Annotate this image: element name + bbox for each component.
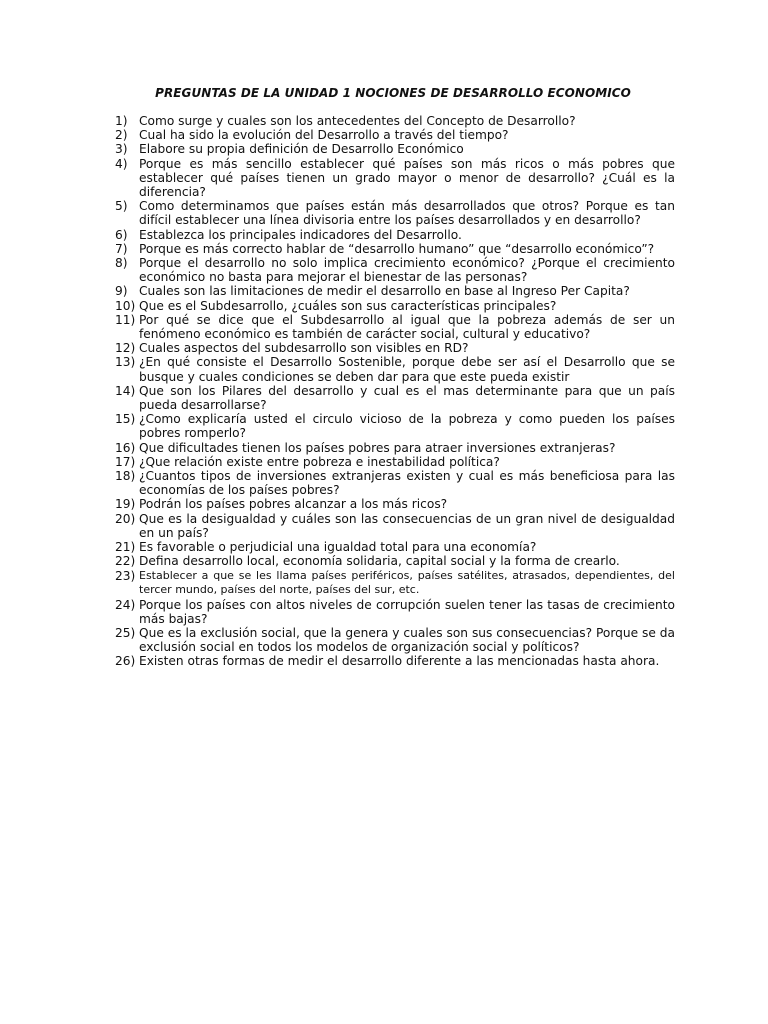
question-number: 2) — [115, 128, 128, 143]
question-item — [115, 284, 675, 298]
question-number: 21) — [115, 540, 136, 555]
question-item — [115, 598, 675, 626]
question-list — [115, 114, 675, 669]
question-item — [115, 142, 675, 156]
question-item — [115, 412, 675, 440]
question-text: Defina desarrollo local, economía solidaria, capital social y la forma de crearlo. — [139, 554, 620, 569]
question-item — [115, 299, 675, 313]
question-number: 6) — [115, 227, 128, 242]
question-number: 13) — [115, 355, 136, 370]
question-text: Como surge y cuales son los antecedentes del Concepto de Desarrollo? — [139, 114, 576, 128]
question-text: Por qué se dice que el Subdesarrollo al igual que la pobreza además de ser un fenómeno económico es también de carácter social, cultural y educativo? — [139, 312, 675, 342]
question-item — [115, 654, 675, 668]
question-text: Como determinamos que países están más desarrollados que otros? Porque es tan difícil establecer una línea divisoria entre los países desarrollados y en desarrollo? — [139, 199, 675, 228]
question-item — [115, 540, 675, 554]
question-item — [115, 228, 675, 242]
question-number: 5) — [115, 199, 128, 214]
question-number: 23) — [115, 568, 136, 583]
question-text: Existen otras formas de medir el desarrollo diferente a las mencionadas hasta ahora. — [139, 654, 660, 669]
question-item — [115, 569, 675, 598]
question-text: Que dificultades tienen los países pobres para atraer inversiones extranjeras? — [139, 440, 616, 455]
question-item — [115, 554, 675, 568]
document-title: PREGUNTAS DE LA UNIDAD 1 NOCIONES DE DESARROLLO ECONOMICO — [155, 86, 631, 100]
question-number: 10) — [115, 298, 136, 313]
question-text: Cual ha sido la evolución del Desarrollo a través del tiempo? — [139, 128, 509, 143]
question-text: ¿Como explicaría usted el circulo vicioso de la pobreza y como pueden los países pobres romperlo? — [139, 412, 675, 441]
question-text: Cuales son las limitaciones de medir el desarrollo en base al Ingreso Per Capita? — [139, 284, 630, 299]
question-text: Elabore su propia definición de Desarrollo Económico — [139, 142, 464, 157]
question-number: 25) — [115, 625, 136, 640]
question-text: Que es la desigualdad y cuáles son las consecuencias de un gran nivel de desigualdad en un país? — [139, 511, 675, 540]
question-text: Podrán los países pobres alcanzar a los más ricos? — [139, 497, 448, 512]
question-text: ¿Cuantos tipos de inversiones extranjeras existen y cual es más beneficiosa para las economías de los países pobres? — [139, 469, 675, 498]
question-text: Porque es más sencillo establecer qué países son más ricos o más pobres que establecer qué países tienen un grado mayor o menor de desarrollo? ¿Cuál es la diferencia? — [139, 156, 675, 200]
question-text: Es favorable o perjudicial una igualdad total para una economía? — [139, 540, 537, 555]
question-number: 7) — [115, 241, 128, 256]
question-number: 26) — [115, 654, 136, 669]
question-number: 18) — [115, 469, 136, 484]
question-text: Establezca los principales indicadores del Desarrollo. — [139, 227, 462, 242]
question-item — [115, 355, 675, 383]
question-item — [115, 313, 675, 341]
question-item — [115, 157, 675, 200]
question-item — [115, 384, 675, 412]
question-number: 20) — [115, 511, 136, 526]
question-item — [115, 199, 675, 227]
question-item — [115, 341, 675, 355]
question-number: 15) — [115, 412, 136, 427]
question-item — [115, 512, 675, 540]
question-text: Porque los países con altos niveles de corrupción suelen tener las tasas de crecimiento más bajas? — [139, 597, 675, 626]
question-text: Porque es más correcto hablar de “desarrollo humano” que “desarrollo económico”? — [139, 241, 655, 256]
question-number: 16) — [115, 440, 136, 455]
question-number: 1) — [115, 114, 128, 128]
question-item — [115, 256, 675, 284]
question-number: 4) — [115, 156, 128, 171]
question-item — [115, 114, 675, 128]
question-number: 11) — [115, 312, 136, 327]
question-item — [115, 441, 675, 455]
question-item — [115, 626, 675, 654]
question-number: 8) — [115, 256, 128, 271]
question-text: ¿Que relación existe entre pobreza e inestabilidad política? — [139, 454, 500, 469]
question-item — [115, 469, 675, 497]
question-item — [115, 455, 675, 469]
question-item — [115, 128, 675, 142]
question-number: 12) — [115, 341, 136, 356]
question-text: Que es la exclusión social, que la genera y cuales son sus consecuencias? Porque se da exclusión social en todos los modelos de organización social y políticos? — [139, 625, 675, 655]
question-number: 24) — [115, 597, 136, 612]
question-number: 3) — [115, 142, 128, 157]
question-number: 17) — [115, 454, 136, 469]
question-number: 22) — [115, 554, 136, 569]
question-text: Que es el Subdesarrollo, ¿cuáles son sus características principales? — [139, 298, 557, 313]
question-number: 9) — [115, 284, 128, 299]
question-item — [115, 242, 675, 256]
question-item — [115, 497, 675, 511]
question-text: Establecer a que se les llama países periféricos, países satélites, atrasados, dependientes, del tercer mundo, países del norte, países del sur, etc. — [139, 568, 675, 596]
question-text: ¿En qué consiste el Desarrollo Sostenible, porque debe ser así el Desarrollo que se busque y cuales condiciones se deben dar para que este pueda existir — [139, 355, 675, 384]
question-number: 19) — [115, 497, 136, 512]
question-text: Porque el desarrollo no solo implica crecimiento económico? ¿Porque el crecimiento económico no basta para mejorar el bienestar de las personas? — [139, 256, 675, 285]
question-number: 14) — [115, 383, 136, 398]
question-text: Cuales aspectos del subdesarrollo son visibles en RD? — [139, 341, 469, 356]
question-text: Que son los Pilares del desarrollo y cual es el mas determinante para que un país pueda desarrollarse? — [139, 383, 675, 413]
